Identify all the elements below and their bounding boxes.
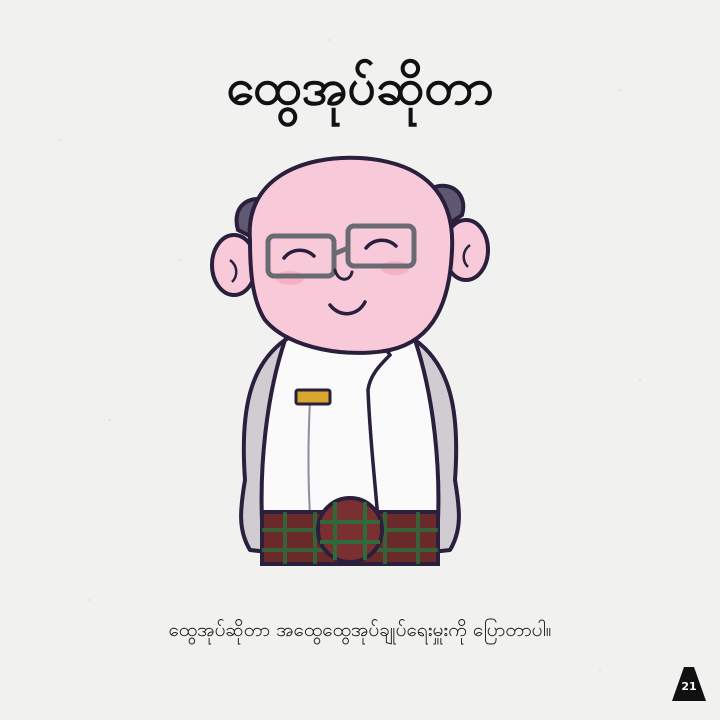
head xyxy=(250,158,453,353)
page-number: 21 xyxy=(681,680,697,693)
page-title: ထွေအုပ်ဆိုတာ xyxy=(226,58,494,116)
name-badge xyxy=(296,390,330,404)
shirt xyxy=(262,329,439,520)
longyi-knot xyxy=(318,498,382,562)
elderly-official-character xyxy=(190,150,510,570)
caption: ထွေအုပ်ဆိုတာ အထွေထွေအုပ်ချုပ်ရေးမှူးကို ပြောတာပါ။ xyxy=(168,619,552,641)
